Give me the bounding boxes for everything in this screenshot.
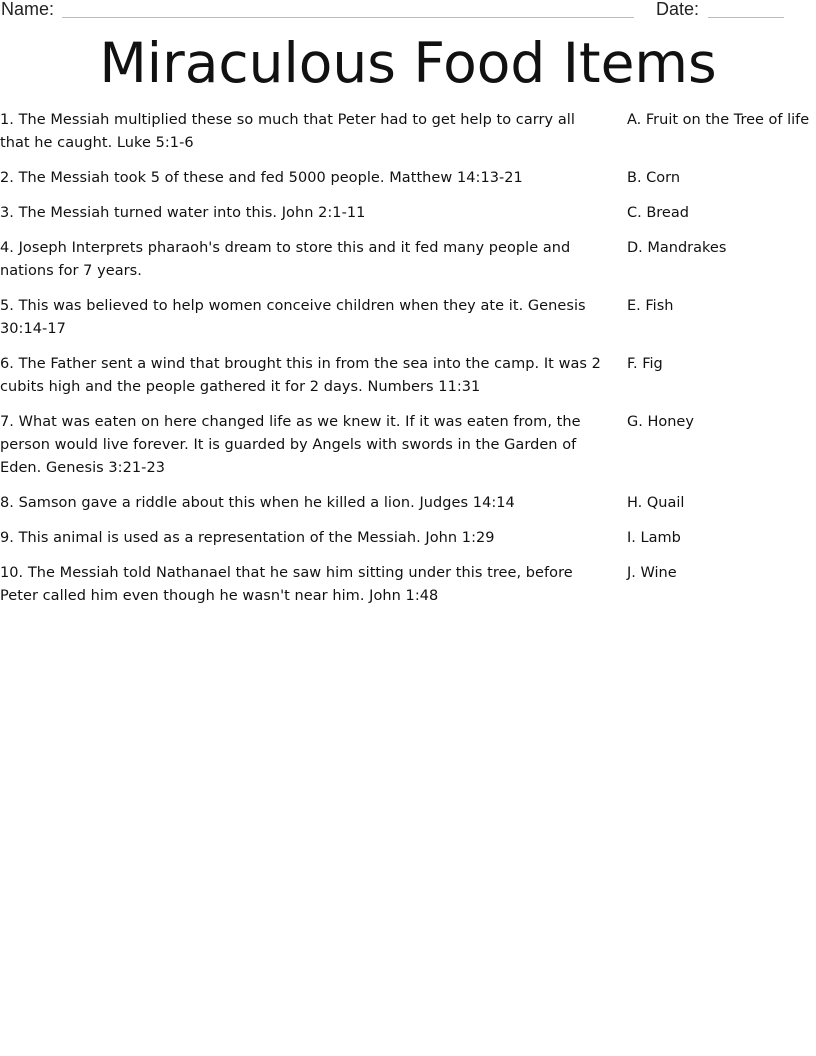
answer-b: B. Corn: [627, 170, 681, 186]
match-row-5: [0, 295, 816, 341]
question-8: 8. Samson gave a riddle about this when he killed a lion. Judges 14:14: [0, 495, 515, 511]
date-blank-line: [708, 17, 784, 18]
question-9: 9. This animal is used as a representation of the Messiah. John 1:29: [0, 530, 495, 546]
name-label: Name:: [1, 0, 55, 19]
answer-a: A. Fruit on the Tree of life: [627, 112, 810, 128]
answer-i: I. Lamb: [627, 530, 681, 546]
question-1: 1. The Messiah multiplied these so much that Peter had to get help to carry all that he caught. Luke 5:1-6: [0, 112, 575, 151]
answer-d: D. Mandrakes: [627, 240, 727, 256]
header: [0, 0, 816, 24]
answer-e: E. Fish: [627, 298, 674, 314]
question-6: 6. The Father sent a wind that brought this in from the sea into the camp. It was 2 cubits high and the people gathered it for 2 days. Numbers 11:31: [0, 356, 601, 395]
match-row-10: [0, 562, 816, 608]
match-row-8: [0, 492, 816, 515]
matching-list: [0, 109, 816, 620]
answer-f: F. Fig: [627, 356, 663, 372]
question-7: 7. What was eaten on here changed life as we knew it. If it was eaten from, the person would live forever. It is guarded by Angels with swords in the Garden of Eden. Genesis 3:21-23: [0, 414, 581, 476]
name-blank-line: [62, 17, 634, 18]
question-4: 4. Joseph Interprets pharaoh's dream to store this and it fed many people and nations for 7 years.: [0, 240, 571, 279]
question-10: 10. The Messiah told Nathanael that he saw him sitting under this tree, before Peter called him even though he wasn't near him. John 1:48: [0, 565, 573, 604]
match-row-4: [0, 237, 816, 283]
answer-g: G. Honey: [627, 414, 694, 430]
answer-h: H. Quail: [627, 495, 685, 511]
match-row-2: [0, 167, 816, 190]
question-5: 5. This was believed to help women conceive children when they ate it. Genesis 30:14-17: [0, 298, 586, 337]
page-title: Miraculous Food Items: [99, 31, 717, 95]
date-label: Date:: [656, 0, 700, 19]
question-3: 3. The Messiah turned water into this. John 2:1-11: [0, 205, 366, 221]
match-row-9: [0, 527, 816, 550]
question-2: 2. The Messiah took 5 of these and fed 5000 people. Matthew 14:13-21: [0, 170, 523, 186]
match-row-6: [0, 353, 816, 399]
match-row-7: [0, 411, 816, 480]
answer-c: C. Bread: [627, 205, 689, 221]
match-row-3: [0, 202, 816, 225]
answer-j: J. Wine: [627, 565, 677, 581]
match-row-1: [0, 109, 816, 155]
